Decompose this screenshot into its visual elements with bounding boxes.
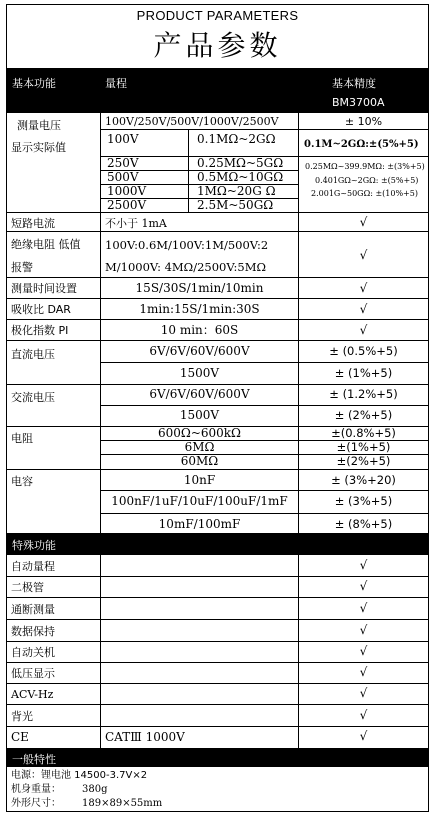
- short-current-value: 不小于 1mA: [105, 217, 167, 230]
- voltage-row-1000v: 1000V: [107, 184, 147, 198]
- divider: [7, 641, 428, 642]
- general-header: [7, 748, 428, 767]
- special-item-label: 自动量程: [11, 560, 55, 573]
- row-label-pi: 极化指数 PI: [11, 324, 69, 337]
- resistance-value-1: 600Ω~600kΩ: [157, 426, 242, 440]
- divider: [7, 231, 428, 232]
- check-icon: √: [359, 601, 368, 615]
- divider: [7, 704, 428, 705]
- general-size-label: 外形尺寸：: [11, 798, 61, 809]
- voltage-row-2500v: 2500V: [107, 198, 147, 212]
- page-title-en: PRODUCT PARAMETERS: [136, 8, 299, 23]
- divider: [7, 340, 428, 341]
- capacitance-accuracy-2: ± (3%+5): [334, 494, 393, 508]
- acv-accuracy-1: ± (1.2%+5): [329, 387, 398, 401]
- col-divider-1: [100, 113, 101, 533]
- divider: [7, 619, 428, 620]
- divider: [7, 319, 428, 320]
- resistance-accuracy-1: ±(0.8%+5): [331, 426, 396, 440]
- special-functions-title: 特殊功能: [12, 539, 56, 552]
- voltage-accuracy-line-2: 0.401GΩ~2GΩ: ±(5%+5): [315, 176, 419, 185]
- insulation-alarm-value-2: M/1000V: 4MΩ/2500V:5MΩ: [105, 260, 267, 274]
- divider: [7, 576, 428, 577]
- header-accuracy: 基本精度: [332, 77, 376, 90]
- divider: [7, 662, 428, 663]
- voltage-row-1000v-range: 1MΩ~20G Ω: [197, 184, 276, 198]
- divider: [100, 513, 428, 514]
- voltage-row-2500v-range: 2.5M~50GΩ: [197, 198, 274, 212]
- dcv-accuracy-1: ± (0.5%+5): [329, 344, 398, 358]
- check-icon: √: [359, 729, 368, 743]
- special-item-label: ACV-Hz: [11, 688, 54, 701]
- voltage-row-250v-range: 0.25MΩ~5GΩ: [197, 156, 284, 170]
- capacitance-value-3: 10mF/100mF: [158, 517, 241, 531]
- header-range: 量程: [105, 77, 127, 90]
- check-icon: √: [359, 644, 368, 658]
- header-model: BM3700A: [332, 96, 385, 109]
- special-item-label: 通断测量: [11, 603, 55, 616]
- divider: [7, 298, 428, 299]
- row-label-dcv: 直流电压: [11, 348, 55, 361]
- general-weight: 380g: [82, 784, 108, 795]
- divider: [7, 469, 428, 470]
- row-label-insulation-alarm-1: 绝缘电阻 低值: [11, 238, 81, 251]
- dcv-value-2: 1500V: [179, 366, 220, 380]
- page-title-cn: 产品参数: [153, 29, 282, 62]
- check-icon: √: [359, 302, 368, 316]
- col-divider-special-1: [100, 555, 101, 748]
- insulation-alarm-value-1: 100V:0.6M/100V:1M/500V:2: [105, 238, 269, 252]
- dar-value: 1min:15S/1min:30S: [139, 302, 260, 316]
- general-power: 电源：锂电池 14500-3.7V×2: [11, 770, 148, 781]
- row-label-acv: 交流电压: [11, 391, 55, 404]
- voltage-row-250v: 250V: [107, 156, 139, 170]
- divider: [100, 405, 428, 406]
- capacitance-accuracy-3: ± (8%+5): [334, 517, 393, 531]
- resistance-accuracy-2: ±(1%+5): [336, 440, 391, 454]
- voltage-row-100v: 100V: [107, 132, 139, 146]
- row-label-insulation-alarm-2: 报警: [11, 261, 33, 274]
- table-header: [7, 68, 428, 113]
- acv-value-2: 1500V: [179, 408, 220, 422]
- special-item-label: 数据保持: [11, 625, 55, 638]
- capacitance-value-1: 10nF: [183, 473, 216, 487]
- dcv-value-1: 6V/6V/60V/600V: [149, 344, 250, 358]
- row-label-resistance: 电阻: [11, 432, 33, 445]
- divider: [7, 597, 428, 598]
- general-weight-label: 机身重量：: [11, 784, 61, 795]
- voltage-accuracy-main: 0.1M~2GΩ:±(5%+5): [304, 139, 419, 150]
- pi-value: 10 min：60S: [160, 323, 239, 337]
- acv-accuracy-2: ± (2%+5): [334, 408, 393, 422]
- ce-value: CATⅢ 1000V: [105, 730, 185, 744]
- general-size: 189×89×55mm: [82, 798, 163, 809]
- divider: [7, 683, 428, 684]
- divider: [100, 129, 428, 130]
- capacitance-value-2: 100nF/1uF/10uF/100uF/1mF: [111, 494, 288, 508]
- row-label-voltage-2: 显示实际值: [11, 141, 66, 154]
- check-icon: √: [359, 558, 368, 572]
- voltage-row-100v-range: 0.1MΩ~2GΩ: [197, 132, 276, 146]
- check-icon: √: [359, 281, 368, 295]
- special-item-label: 背光: [11, 710, 33, 723]
- divider: [100, 362, 428, 363]
- resistance-value-2: 6MΩ: [184, 440, 215, 454]
- acv-value-1: 6V/6V/60V/600V: [149, 387, 250, 401]
- check-icon: √: [359, 686, 368, 700]
- voltage-list: 100V/250V/500V/1000V/2500V: [105, 115, 279, 128]
- check-icon: √: [359, 215, 368, 229]
- special-functions-header: [7, 533, 428, 555]
- divider: [7, 384, 428, 385]
- divider: [7, 726, 428, 727]
- check-icon: √: [359, 323, 368, 337]
- special-item-label: CE: [11, 730, 29, 744]
- special-item-label: 二极管: [11, 581, 44, 594]
- voltage-row-500v-range: 0.5MΩ~10GΩ: [197, 170, 284, 184]
- product-parameters-sheet: [6, 4, 429, 812]
- resistance-accuracy-3: ±(2%+5): [336, 454, 391, 468]
- divider: [7, 277, 428, 278]
- row-label-dar: 吸收比 DAR: [11, 303, 71, 316]
- voltage-accuracy-line-3: 2.001G~50GΩ: ±(10%+5): [311, 189, 418, 198]
- check-icon: √: [359, 579, 368, 593]
- check-icon: √: [359, 665, 368, 679]
- check-icon: √: [359, 248, 368, 262]
- general-title: 一般特性: [12, 753, 56, 766]
- row-label-voltage-1: 测量电压: [17, 119, 61, 132]
- voltage-list-accuracy: ± 10%: [344, 115, 383, 128]
- header-function: 基本功能: [12, 77, 56, 90]
- row-label-short-current: 短路电流: [11, 217, 55, 230]
- measure-time-value: 15S/30S/1min/10min: [135, 281, 264, 295]
- divider: [100, 490, 428, 491]
- voltage-accuracy-line-1: 0.25MΩ~399.9MΩ: ±(3%+5): [305, 162, 425, 171]
- divider: [7, 212, 428, 213]
- check-icon: √: [359, 623, 368, 637]
- dcv-accuracy-2: ± (1%+5): [334, 366, 393, 380]
- special-item-label: 低压显示: [11, 667, 55, 680]
- row-label-capacitance: 电容: [11, 475, 33, 488]
- special-item-label: 自动关机: [11, 646, 55, 659]
- resistance-value-3: 60MΩ: [180, 454, 219, 468]
- check-icon: √: [359, 708, 368, 722]
- voltage-row-500v: 500V: [107, 170, 139, 184]
- row-label-measure-time: 测量时间设置: [11, 282, 77, 295]
- divider: [298, 156, 428, 157]
- capacitance-accuracy-1: ± (3%+20): [331, 473, 396, 487]
